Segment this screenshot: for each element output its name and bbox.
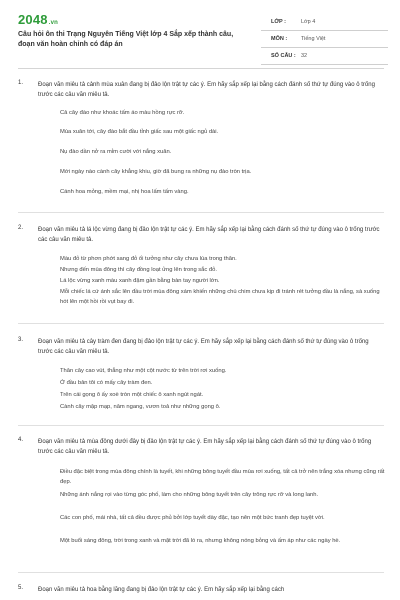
sentence-item: Mỗi chiếc lá cứ ánh sắc lên đầu trời mùa đông xám khiến những chú chim chưa kịp đi tránh rét tưởng đầu là nắng, sà xuống hót lên một hồi rồi vụt bay đi. <box>60 289 380 305</box>
document-title: Câu hỏi ôn thi Trạng Nguyên Tiếng Việt lớp 4 Sắp xếp thành câu, đoạn văn hoàn chỉnh có đáp án <box>18 31 234 48</box>
sentence-item: Ở đầu bản tôi có mấy cây tràm đen. <box>60 380 153 386</box>
meta-value: 32 <box>301 53 308 59</box>
sentence-item: Điều đặc biệt trong mùa đông chính là tuyết, khi những bông tuyết đầu mùa rơi xuống, tất cả trở nên trắng xóa nhưng cũng rất đẹp. <box>60 469 385 485</box>
question-number: 4. <box>18 437 24 443</box>
question-number: 5. <box>18 585 24 591</box>
meta-row-subject <box>261 31 388 48</box>
question-divider <box>18 212 384 213</box>
meta-value: Lớp 4 <box>301 19 316 25</box>
question-prompt: Đoạn văn miêu tả mùa đông dưới đây bị đảo lộn trật tự các ý. Em hãy sắp xếp lại bằng cách đánh số thứ tự đúng vào ô trống trước các câu văn miêu tả. <box>38 439 372 455</box>
header-divider <box>18 68 384 69</box>
sentence-item: Những ánh nắng rọi vào từng góc phố, làm cho những bông tuyết trên cây trông rực rỡ và long lanh. <box>60 492 319 498</box>
question-prompt: Đoạn văn miêu tả cảnh mùa xuân đang bị đảo lộn trật tự các ý. Em hãy sắp xếp lại bằng cách đánh số thứ tự đúng vào ô trống trước các câu văn miêu tả. <box>38 82 375 98</box>
document-meta <box>261 14 388 65</box>
question-prompt: Đoạn văn miêu tả lá lộc vừng đang bị đảo lộn trật tự các ý. Em hãy sắp xếp lại bằng cách đánh số thứ tự đúng vào ô trống trước các câu văn miêu tả. <box>38 227 380 243</box>
sentence-item: Thân cây cao vút, thẳng như một cột nước từ trên trời rơi xuống. <box>60 368 227 374</box>
question-number: 1. <box>18 80 24 86</box>
sentence-item: Trên cái gọng ô ấy xoè tròn một chiếc ô xanh ngút ngát. <box>60 392 204 398</box>
sentence-item: Lá lộc vừng xanh màu xanh đậm gần bằng bàn tay người lớn. <box>60 278 220 284</box>
question-number: 3. <box>18 337 24 343</box>
sentence-item: Màu đỏ từ phơn phớt sang đỏ ối tưởng như cây chưa lúa trong thân. <box>60 256 237 262</box>
sentence-item: Một buổi sáng đông, trời trong xanh và mặt trời đã ló ra, nhưng không nóng bỏng và ấm áp như các ngày hè. <box>60 538 341 544</box>
sentence-item: Nhưng đến mùa đông thì cây đồng loạt ửng lên trong sắc đỏ. <box>60 267 217 273</box>
sentence-item: Nụ đào dần nở ra mỉm cười với nắng xuân. <box>60 149 172 155</box>
logo-main: 2048 <box>18 12 48 27</box>
meta-key: MÔN : <box>271 36 288 42</box>
sentence-item: Mới ngày nào cành cây khẳng khiu, giờ đã bung ra những nụ đào tròn trịa. <box>60 169 252 175</box>
site-logo[interactable] <box>18 12 58 27</box>
logo-tld: .vn <box>48 20 59 26</box>
meta-value: Tiếng Việt <box>301 36 326 42</box>
question-divider <box>18 323 384 324</box>
question-prompt: Đoạn văn miêu tả cây tràm đen đang bị đảo lộn trật tự các ý. Em hãy sắp xếp lại bằng cách đánh số thứ tự đúng vào ô trống trước các câu văn miêu tả. <box>38 339 369 355</box>
meta-row-count <box>261 48 388 65</box>
meta-key: SỐ CÂU : <box>271 53 296 59</box>
meta-row-grade <box>261 14 388 31</box>
question-divider <box>18 425 384 426</box>
sentence-item: Cành cây mập mạp, nâm ngang, vươn toả như những gọng ô. <box>60 404 221 410</box>
sentence-item: Mùa xuân tới, cây đào bắt đầu tỉnh giấc sau một giấc ngủ dài. <box>60 129 219 135</box>
meta-key: LỚP : <box>271 19 286 25</box>
question-number: 2. <box>18 225 24 231</box>
document-header <box>18 12 388 64</box>
sentence-item: Cánh hoa mỏng, mềm mại, nhị hoa lấm tấm vàng. <box>60 189 189 195</box>
sentence-item: Cả cây đào như khoác tấm áo màu hồng rực rỡ. <box>60 110 185 116</box>
question-prompt: Đoạn văn miêu tả hoa bằng lăng đang bị đảo lộn trật tự các ý. Em hãy sắp xếp lại bằng cách <box>38 587 285 593</box>
sentence-item: Các con phố, mái nhà, tất cả đều được phủ bởi lớp tuyết dày đặc, tạo nên một bức tranh đẹp tuyệt vời. <box>60 515 325 521</box>
question-divider <box>18 572 384 573</box>
